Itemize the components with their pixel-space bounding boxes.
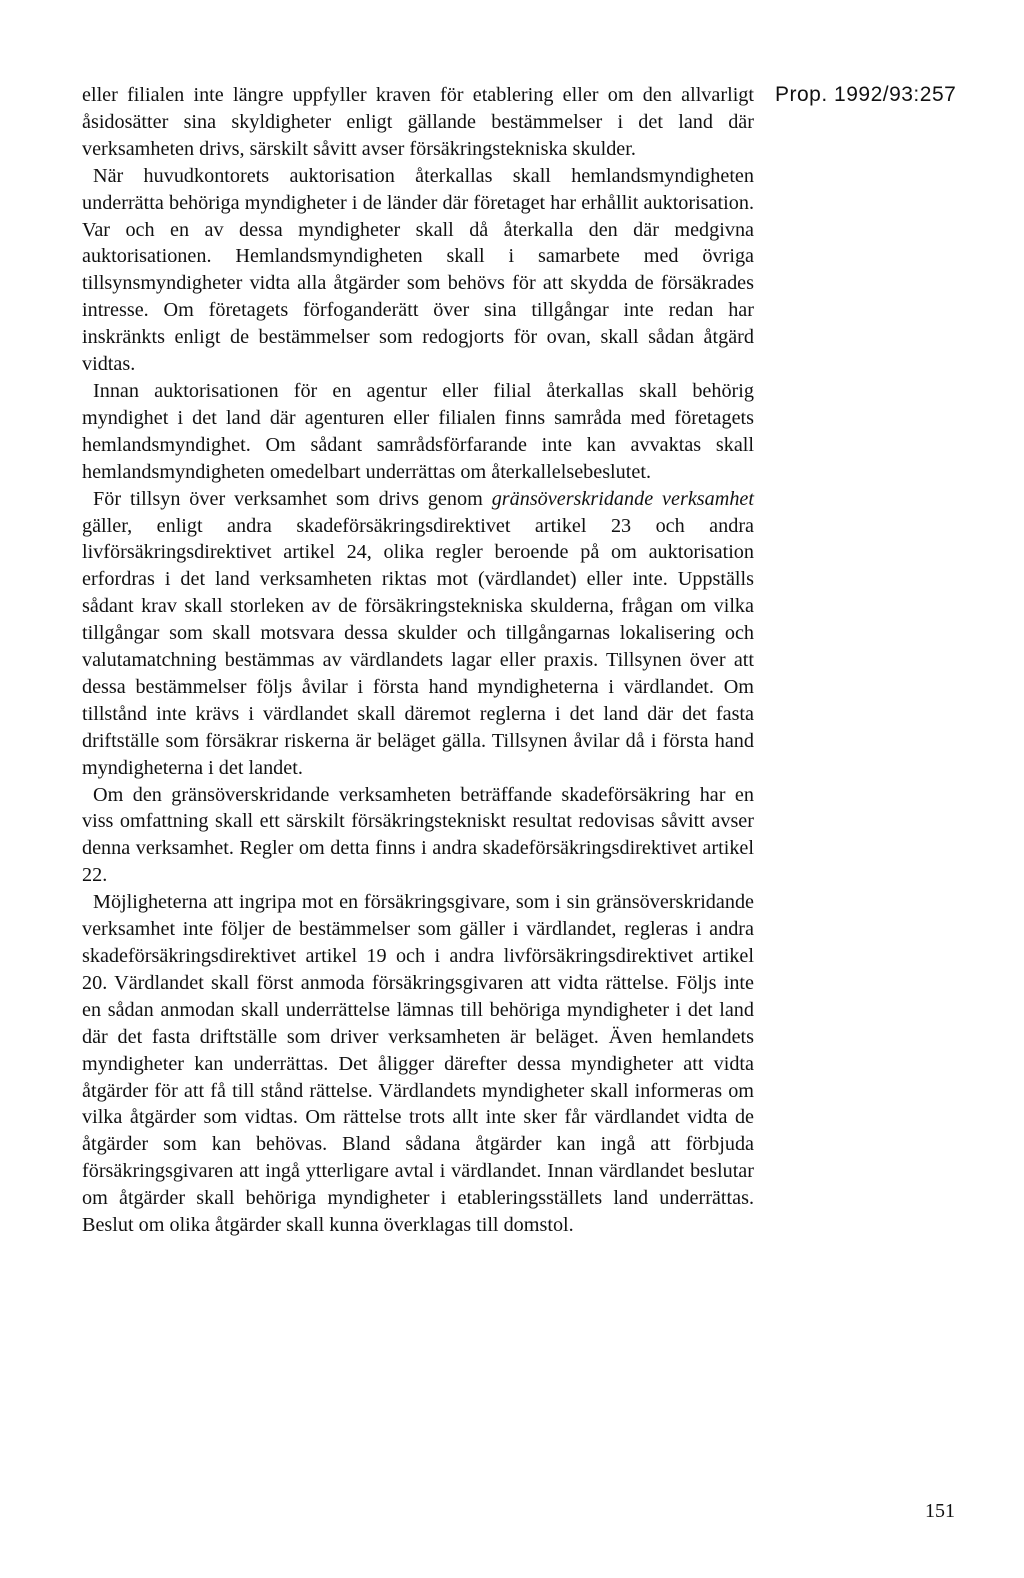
- paragraph-2: När huvudkontorets auktorisation återkallas skall hemlandsmyndigheten underrätta behöriga myndigheter i de länder där företaget har erhållit auktorisation. Var och en av dessa myndigheter skall då återkalla den där medgivna auktorisationen. Hemlandsmyndigheten skall i samarbete med övriga tillsynsmyndigheter vidta alla åtgärder som behövs för att skydda de försäkrades intresse. Om företagets förfoganderätt över sina tillgångar inte redan har inskränkts enligt de bestämmelser som redogjorts för ovan, skall sådan åtgärd vidtas.: [82, 164, 754, 376]
- proposition-reference: Prop. 1992/93:257: [775, 83, 957, 106]
- paragraph-4-emphasis: gränsöverskridande verksamhet: [491, 487, 754, 510]
- paragraph-3: Innan auktorisationen för en agentur eller filial återkallas skall behörig myndighet i det land där agenturen eller filialen finns samråda med företagets hemlandsmyndighet. Om sådant samrådsförfarande inte kan avvaktas skall hemlandsmyndigheten omedelbart underrättas om återkallelsebeslutet.: [82, 379, 754, 483]
- paragraph-5: Om den gränsöverskridande verksamheten beträffande skadeförsäkring har en viss omfattning skall ett särskilt försäkringstekniskt resultat redovisas såvitt avser denna verksamhet. Regler om detta finns i andra skadeförsäkringsdirektivet artikel 22.: [82, 783, 754, 887]
- paragraph-4: [82, 486, 754, 782]
- body-text: [82, 82, 754, 1239]
- paragraph-6: Möjligheterna att ingripa mot en försäkringsgivare, som i sin gränsöverskridande verksamhet inte följer de bestämmelser som gäller i värdlandet, regleras i andra skadeförsäkringsdirektivet artikel 19 och i andra livförsäkringsdirektivet artikel 20. Värdlandet skall först anmoda försäkringsgivaren att vidta rättelse. Följs inte en sådan anmodan skall underrättelse lämnas till behöriga myndigheter i det land där det fasta driftställe som driver verksamheten är beläget. Även hemlandets myndigheter kan underrättas. Det åligger därefter dessa myndigheter att vidta åtgärder för att få till stånd rättelse. Värdlandets myndigheter skall informeras om vilka åtgärder som vidtas. Om rättelse trots allt inte sker får värdlandet vidta de åtgärder som kan behövas. Bland sådana åtgärder kan ingå att förbjuda försäkringsgivaren att ingå ytterligare avtal i värdlandet. Innan värdlandet beslutar om åtgärder skall behöriga myndigheter i etableringsställets land underrättas. Beslut om olika åtgärder skall kunna överklagas till domstol.: [82, 891, 754, 1237]
- paragraph-1: eller filialen inte längre uppfyller kraven för etablering eller om den allvarligt åsidosätter sina skyldigheter enligt gällande bestämmelser i det land där verksamheten drivs, särskilt såvitt avser försäkringstekniska skulder.: [82, 84, 754, 160]
- paragraph-4-rest: gäller, enligt andra skadeförsäkringsdirektivet artikel 23 och andra livförsäkringsdirektivet artikel 24, olika regler beroende på om auktorisation erfordras i det land verksamheten riktas mot (värdlandet) eller inte. Uppställs sådant krav skall storleken av de försäkringstekniska skulderna, frågan om vilka tillgångar som skall motsvara dessa skulder och tillgångarnas lokalisering och valutamatchning bestämmas av värdlandets lagar eller praxis. Tillsynen över att dessa bestämmelser följs åvilar i första hand myndigheterna i värdlandet. Om tillstånd inte krävs i värdlandet skall däremot reglerna i det land där det fasta driftställe som försäkrar riskerna är beläget gälla. Tillsynen åvilar då i första hand myndigheterna i det landet.: [82, 514, 754, 779]
- paragraph-4-lead: För tillsyn över verksamhet som drivs genom: [93, 487, 492, 510]
- page-number: 151: [925, 1500, 955, 1522]
